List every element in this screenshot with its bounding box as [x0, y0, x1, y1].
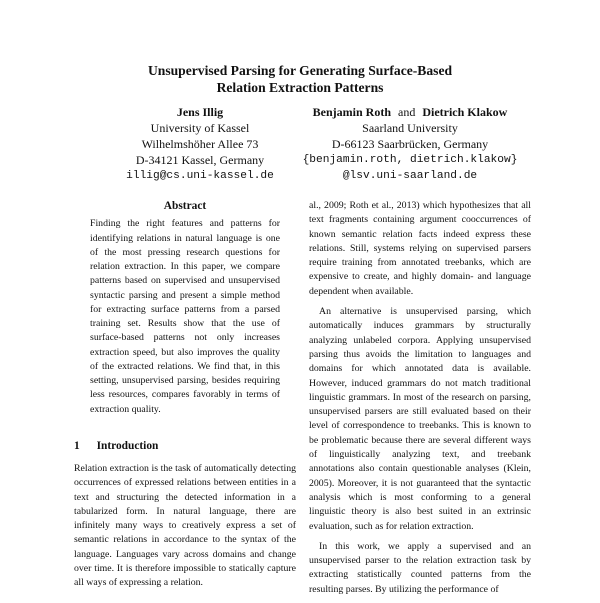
author-affiliation: University of Kassel — [150, 121, 250, 135]
author-street: Wilhelmshöher Allee 73 — [141, 137, 259, 151]
author-affiliation: Saarland University — [362, 121, 458, 135]
author-email: illig@cs.uni-kassel.de — [126, 170, 274, 182]
paragraph: In this work, we apply a supervised and an unsupervised parser to the relation extraction task by extracting statistically counted patterns from the resulting parses. By utilizing the performance of — [309, 540, 531, 595]
author-email-line-2: @lsv.uni-saarland.de — [342, 170, 478, 182]
abstract — [90, 199, 280, 417]
author-city: D-34121 Kassel, Germany — [135, 153, 265, 167]
author-name-b: Dietrich Klakow — [422, 105, 508, 119]
abstract-text: Finding the right features and patterns for identifying relations in natural language is one of the most pressing research questions for relation extraction. In this paper, we compare patterns based on supervised and unsupervised syntactic parsing and present a simple method for extracting surface patterns from a parsed training set. Results show that the use of surface-based patterns not only increases extraction speed, but also improves the quality of the extracted relations. We find that, in this setting, unsupervised parsing, besides requiring less resources, compares favorably in terms of extraction quality. — [90, 218, 280, 415]
paper-title-line-2: Relation Extraction Patterns — [216, 80, 384, 95]
author-conjunction: and — [398, 105, 416, 119]
right-column — [309, 199, 531, 603]
author-email-line-1: {benjamin.roth, dietrich.klakow} — [302, 154, 518, 166]
author-block-2 — [270, 104, 550, 184]
section-heading-introduction — [74, 440, 158, 452]
paragraph: Relation extraction is the task of automatically detecting occurrences of expressed relations between entities in a text and structuring the detected information in a tabularized form. In natural language, there are infinitely many ways to creatively express a set of semantic relations in accordance to the syntax of the language. Languages vary across domains and change over time. It is therefore impossible to statically capture all ways of expressing a relation. — [74, 463, 296, 589]
author-name: Jens Illig — [176, 105, 224, 119]
author-city: D-66123 Saarbrücken, Germany — [331, 137, 489, 151]
author-names — [270, 104, 550, 120]
author-name-a: Benjamin Roth — [312, 105, 391, 119]
section-title: Introduction — [96, 440, 159, 452]
paragraph: An alternative is unsupervised parsing, which automatically induces grammars by structurally analyzing unlabeled corpora. Applying unsupervised parsing thus avoids the limitation to languages and domains for which annotated data is available. However, induced grammars do not match traditional linguistic grammars. In most of the research on parsing, unsupervised parsers are still evaluated based on their level of correspondence to treebanks. This is known to be problematic because there are several different ways of linguistically analyzing text, and treebank annotations also contain questionable analyses (Klein, 2005). Moreover, it is not guaranteed that the syntactic analysis which is most conforming to a general linguistic theory is also best suited in an extrinsic evaluation, such as for relation extraction. — [309, 306, 531, 532]
paragraph: al., 2009; Roth et al., 2013) which hypothesizes that all text fragments containing argument cooccurrences of known semantic relation facts indeed express these relations. Still, systems relying on supervised parsers require training from annotated treebanks, which are expensive to create, and highly domain- and language dependent when available. — [309, 200, 531, 297]
section-number: 1 — [74, 440, 80, 452]
paper-title — [0, 62, 600, 96]
abstract-heading: Abstract — [163, 200, 207, 212]
paper-title-line-1: Unsupervised Parsing for Generating Surface-Based — [147, 63, 453, 78]
introduction-left-column — [74, 462, 296, 591]
